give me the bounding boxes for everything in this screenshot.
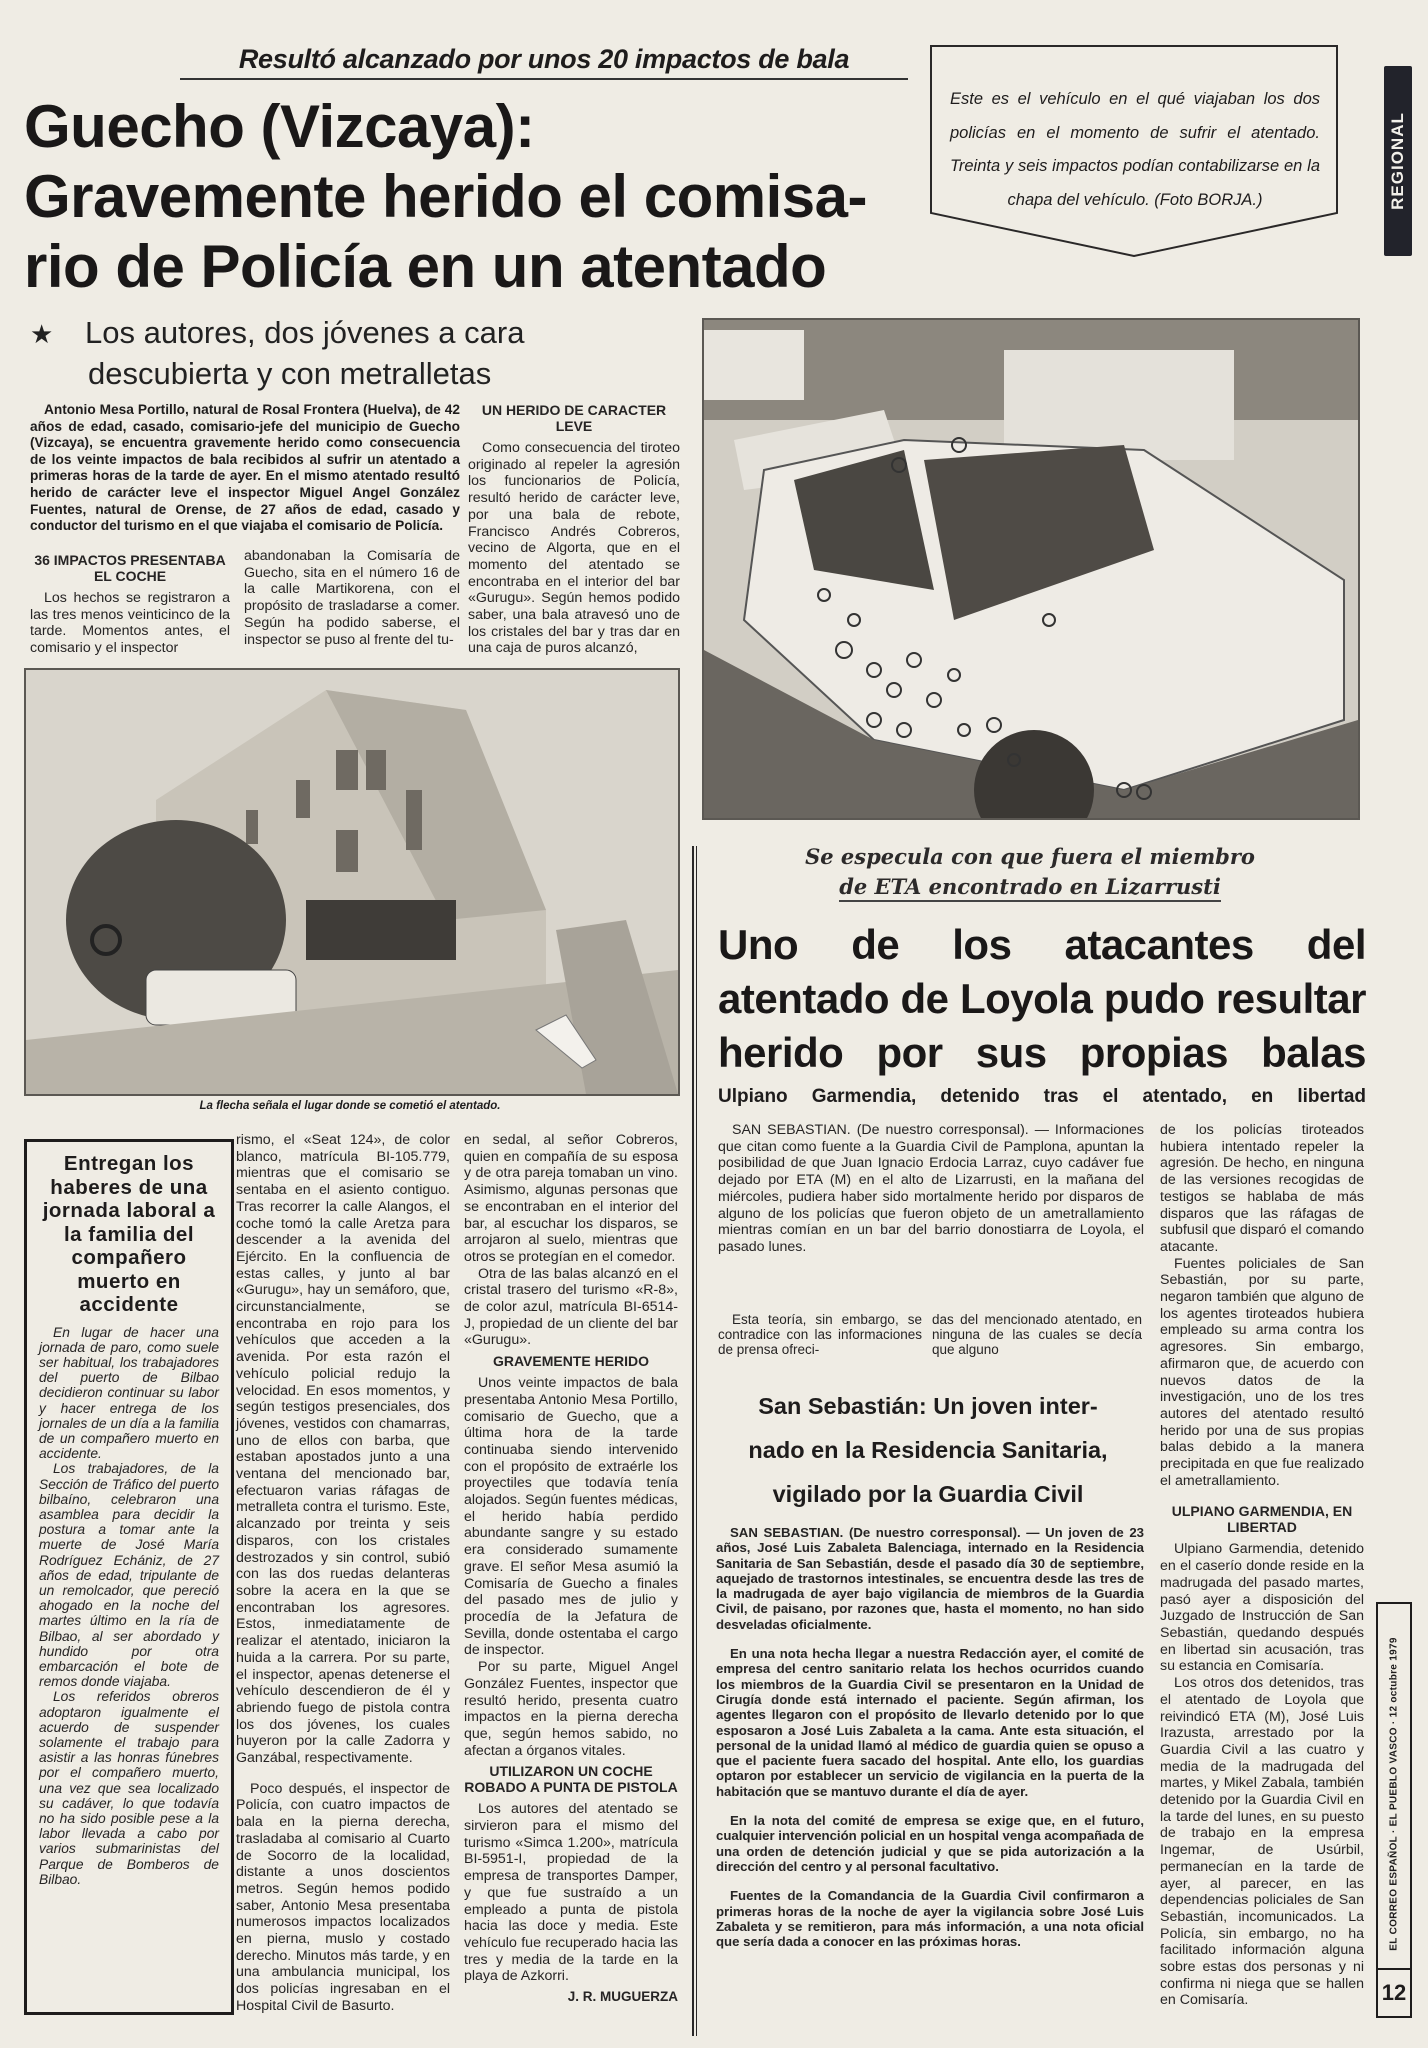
article2-kicker [720, 842, 1340, 902]
sidebar-body [39, 1325, 219, 1888]
headline-line: Gravemente herido el comisa- [24, 163, 867, 230]
body-paragraph: SAN SEBASTIAN. (De nuestro corresponsal). — Un joven de 23 años, José Luis Zabaleta Balenciaga, internado en la Residencia Sanitaria de San Sebastián, desde el pasado día 30 de septiembre, aquejado de trastornos intestinales, se encuentra desde las tres de la madrugada de ayer bajo vigilancia de miembros de la Guardia Civil, de paisano, por razones que, hasta el momento, no han sido desveladas oficialmente. [716, 1525, 1144, 1632]
article1-lead [30, 402, 460, 535]
sidebar-box [24, 1139, 234, 2015]
body-paragraph: Otra de las balas alcanzó en el cristal trasero del turismo «R-8», de color azul, matrícula BI-6514-J, propiedad de un cliente del bar «Gurugu». [464, 1265, 678, 1349]
article1-headline [24, 92, 914, 302]
article1-subhead [30, 313, 690, 394]
star-icon: ★ [30, 319, 54, 349]
article2-headline: Uno de los atacantes del atentado de Loyola pudo resultar herido por sus propias balas [718, 921, 1366, 1076]
body-paragraph: Fuentes de la Comandancia de la Guardia Civil confirmaron a primeras horas de la noche de ayer la vigilancia sobre José Luis Zabaleta y se remitieron, para más información, a una nota oficial que sería dada a conocer en las próximas horas. [716, 1888, 1144, 1950]
section-tab [1384, 66, 1412, 256]
body-paragraph: En lugar de hacer una jornada de paro, como suele ser habitual, los trabajadores del puerto de Bilbao decidieron continuar su labor y hacer entrega de los jornales de un día a la familia de un compañero muerto en accidente. [39, 1324, 219, 1462]
body-paragraph: das del mencionado atentado, en ninguna de las cuales se decía que alguno [932, 1312, 1142, 1357]
body-paragraph: Fuentes policiales de San Sebastián, por su parte, negaron también que alguno de los agentes tiroteados hubiera empleado su arma contra los agresores. Sin embargo, afirmaron que, de acuerdo con nuevos datos de la investigación, uno de los tres autores del atentado resultó herido por una de sus propias balas debido a la manera precipitada en que fue realizado el ametrallamiento. [1160, 1255, 1364, 1489]
subhead-line: Los autores, dos jóvenes a cara [85, 315, 525, 350]
body-paragraph: En una nota hecha llegar a nuestra Redacción ayer, el comité de empresa del centro sanitario relata los hechos ocurridos cuando los miembros de la Guardia Civil se presentaron en la Unidad de Cirugía donde está internado el paciente. Según afirman, los agentes llegaron con el propósito de llevarlo detenido por lo que esposaron a José Luis Zabaleta a la cama. Ante esta situación, el personal de la unidad llamó al médico de guardia quien se opuso a que el paciente fuera sacado del hospital. Ante ello, los guardias optaron por establecer un servicio de vigilancia en la puerta de la habitación que se mantuvo durante el día de ayer. [716, 1646, 1144, 1799]
body-paragraph: Poco después, el inspector de Policía, con cuatro impactos de bala en la pierna derecha, trasladaba al comisario al Cuarto de Socorro de la localidad, distante a unos doscientos metros. Según hemos podido saber, Antonio Mesa presentaba numerosos impactos localizados en pierna, muslo y costado derecho. Minutos más tarde, y en una ambulancia municipal, los dos policías ingresaban en el Hospital Civil de Basurto. [236, 1780, 450, 2014]
car-photo-caption-box [930, 45, 1338, 257]
byline: J. R. MUGUERZA [567, 1989, 678, 2005]
subhead-line: descubierta y con metralletas [88, 356, 492, 391]
body-paragraph: Los autores del atentado se sirvieron para el mismo del turismo «Simca 1.200», matrícula BI-5951-I, propiedad de la empresa de transportes Damper, y que fue sustraído a un empleado a punta de pistola hacia las doce y media. Este vehículo fue recuperado hacia las tres y media de la tarde en la playa de Azkorri. [464, 1801, 678, 1985]
body-paragraph: rismo, el «Seat 124», de color blanco, matrícula BI-105.779, mientras que el comisario se sentaba en el asiento contiguo. Tras recorrer la calle Alangos, el coche tomó la calle Aretza para descender a la avenida del Ejército. En la confluencia de estas calles, y junto al bar «Gurugu», hay un semáforo, que, circunstancialmente, se encontraba en rojo para los vehículos que acceden a la avenida. Por esta razón el vehículo policial redujo la velocidad. En esos momentos, y según testigos presenciales, dos jóvenes, vestidos con chamarras, uno de ellos con barba, que estaban apostados junto a una ventana del mencionado bar, efectuaron varias ráfagas de metralleta contra el turismo. Este, alcanzado por treinta y seis disparos, con los cristales destrozados y sin control, subió con las dos ruedas delanteras sobre la acera en la que se encontraban los agresores. Estos, inmediatamente de realizar el atentado, iniciaron la huida a la carrera. Por su parte, el inspector, apenas detenerse el vehículo descendieron de él y abriendo fuego de pistola contra los dos jóvenes, los cuales huyeron por la calle Zadorra y Ganzábal, respectivamente. [236, 1132, 450, 1767]
body-paragraph: SAN SEBASTIAN. (De nuestro corresponsal). — Informaciones que citan como fuente a la Guardia Civil de Pamplona, apuntan la posibilidad de que Juan Ignacio Erdocia Larraz, cuyo cadáver fue dejado por ETA (M) en el alto de Lizarrusti, en la mañana del miércoles, pudiera haber sido mortalmente herido por disparos de alguno de los policías que fueron objeto de un ametrallamiento mientras comían en un bar del barrio donostiarra de Loyola, el pasado lunes. [718, 1122, 1144, 1255]
article1-column-5 [464, 1132, 678, 2006]
kicker-line: Se especula con que fuera el miembro [805, 844, 1255, 869]
section-heading: ULPIANO GARMENDIA, EN LIBERTAD [1171, 1503, 1353, 1536]
body-paragraph: Los hechos se registraron a las tres menos veinticinco de la tarde. Momentos antes, el comisario y el inspector [30, 590, 230, 657]
bullet-riddled-car-photo-icon [704, 320, 1358, 818]
body-paragraph: Unos veinte impactos de bala presentaba Antonio Mesa Portillo, comisario de Guecho, que a última hora de la tarde continuaba siendo intervenido con el propósito de extraérle los proyectiles que todavía tenía alojados. Según fuentes médicas, el herido había perdido abundante sangre y su estado era considerado sumamente grave. El señor Mesa asumió la Comisaría de Guecho a finales del pasado mes de julio y procedía de la Jefatura de Sevilla, donde ostentaba el cargo de inspector. [464, 1375, 678, 1659]
street-photo-caption: La flecha señala el lugar donde se cometió el atentado. [199, 1100, 501, 1112]
section-heading: UTILIZARON UN COCHE ROBADO A PUNTA DE PISTOLA [464, 1763, 678, 1796]
article1-kicker: Resultó alcanzado por unos 20 impactos de bala [180, 44, 908, 80]
column-divider [692, 846, 694, 2036]
body-paragraph: Los referidos obreros adoptaron igualmente el acuerdo de suspender solamente el trabajo para asistir a las honras fúnebres por el compañero muerto, una vez que sea localizado su cadáver, lo que todavía no ha sido posible pese a la labor llevada a cabo por varios submarinistas del Parque de Bomberos de Bilbao. [39, 1689, 219, 1887]
body-paragraph: de los policías tiroteados hubiera intentado repeler la agresión. De hecho, en ninguna de las versiones recogidas de testigos se hablaba de más disparos que las ráfagas de subfusil que disparó el comando atacante. [1160, 1122, 1364, 1255]
page-footer-strip [1376, 1602, 1412, 2018]
section-heading: UN HERIDO DE CARACTER LEVE [481, 402, 667, 434]
article2-column-b [932, 1312, 1142, 1357]
article1-column-1 [30, 548, 230, 657]
article2-deck: Ulpiano Garmendia, detenido tras el atentado, en libertad [718, 1086, 1366, 1107]
body-paragraph: abandonaban la Comisaría de Guecho, sita en el número 16 de la calle Martikorena, con el propósito de trasladarse a comer. Según ha podido saberse, el inspector se puso al frente del tu- [244, 548, 460, 648]
section-heading: 36 IMPACTOS PRESENTABA EL COCHE [34, 552, 226, 584]
article1-column-3 [468, 398, 680, 657]
body-paragraph: Como consecuencia del tiroteo originado al repeler la agresión los funcionarios de Policía, resultó herido de carácter leve, por una bala de rebote, Francisco Andrés Cobreros, vecino de Algorta, que en el momento del atentado se encontraba en el interior del bar «Gurugu». Según hemos podido saber, una bala atravesó uno de los cristales del bar y tras dar en una caja de puros alcanzó, [468, 440, 680, 657]
lead-paragraph: Antonio Mesa Portillo, natural de Rosal Frontera (Huelva), de 42 años de edad, casado, comisario-jefe del municipio de Guecho (Vizcaya), se encuentra gravemente herido como consecuencia de los veinte impactos de bala recibidos al sufrir un atentado a primeras horas de la tarde de ayer. En el mismo atentado resultó herido de carácter leve el inspector Miguel Angel González Fuentes, natural de Orense, de 27 años de edad, casado y conductor del turismo en el que viajaba el comisario de Policía. [30, 402, 460, 534]
headline-line: nado en la Residencia Sanitaria, [748, 1437, 1108, 1463]
building-corner-photo-icon [26, 670, 678, 1094]
sidebar-title: Entregan los haberes de una jornada laboral a la familia del compañero muerto en accidente [42, 1152, 216, 1316]
headline-line: rio de Policía en un atentado [24, 233, 827, 300]
body-paragraph: Por su parte, Miguel Angel González Fuentes, inspector que resultó herido, presenta cuatro impactos en la pierna derecha que, según hemos sabido, no afectan a órganos vitales. [464, 1659, 678, 1759]
article1-column-2 [244, 548, 460, 648]
section-tab-label: REGIONAL [1388, 112, 1407, 210]
body-paragraph: en sedal, al señor Cobreros, quien en compañía de su esposa y de otra pareja tomaban un vino. Asimismo, algunas personas que se encontraban en el interior del bar, al escuchar los disparos, se arrojaron al suelo, mientras que otros se protegían en el comedor. [464, 1132, 678, 1265]
body-paragraph: Los otros dos detenidos, tras el atentado de Loyola que reivindicó ETA (M), José Luis Irazusta, arrestado por la Guardia Civil a las cuatro y media de la madrugada del martes, y Mikel Zabala, también detenido por la Guardia Civil en la tarde del lunes, en su puesto de trabajo en la empresa Ingemar, de Usúrbil, permanecían en la tarde de ayer, al parecer, en las dependencias policiales de San Sebastián, incomunicados. La Policía, sin embargo, no ha facilitado información alguna sobre estas dos personas y ni confirma ni niega que se hallen en Comisaría. [1160, 1675, 1364, 2009]
page-number: 12 [1378, 1968, 1410, 2016]
article3-headline [718, 1384, 1138, 1516]
body-paragraph: Esta teoría, sin embargo, se contradice con las informaciones de prensa ofreci- [718, 1312, 922, 1357]
section-heading: GRAVEMENTE HERIDO [492, 1353, 650, 1370]
article2-column-a [718, 1312, 922, 1357]
publication-date-label: EL CORREO ESPAÑOL · EL PUEBLO VASCO · 12 octubre 1979 [1388, 1637, 1400, 1951]
street-photo [24, 668, 680, 1096]
headline-line: Guecho (Vizcaya): [24, 93, 535, 160]
body-paragraph: En la nota del comité de empresa se exige que, en el futuro, cualquier intervención policial en un hospital venga acompañada de una orden de detención judicial y que se pida autorización a la dirección del centro y al personal facultativo. [716, 1813, 1144, 1874]
body-paragraph: Los trabajadores, de la Sección de Tráfico del puerto bilbaíno, celebraron una asamblea para decidir la postura a tomar ante la muerte de José María Rodríguez Echániz, de 27 años de edad, tripulante de un remolcador, que pereció ahogado en la noche del martes último en la ría de Bilbao, al ser abordado y hundido por otra embarcación el bote de remos donde viajaba. [39, 1461, 219, 1690]
article2-right-column [1160, 1122, 1364, 2009]
article1-column-4 [236, 1132, 450, 2015]
column-divider [696, 846, 697, 2036]
article3-body [716, 1525, 1144, 1949]
kicker-line: de ETA encontrado en Lizarrusti [839, 874, 1221, 902]
car-photo-caption: Este es el vehículo en el qué viajaban los dos policías en el momento de sufrir el atentado. Treinta y seis impactos podían contabilizarse en la chapa del vehículo. (Foto BORJA.) [950, 90, 1320, 209]
car-photo [702, 318, 1360, 820]
headline-line: vigilado por la Guardia Civil [772, 1481, 1084, 1507]
article2-lead [718, 1122, 1144, 1256]
headline-line: San Sebastián: Un joven inter- [758, 1393, 1098, 1419]
body-paragraph: Ulpiano Garmendia, detenido en el caserío donde reside en la madrugada del pasado martes, pasó ayer a disposición del Juzgado de Instrucción de San Sebastián, quedando después en libertad sin acusación, tras su estancia en Comisaría. [1160, 1541, 1364, 1675]
